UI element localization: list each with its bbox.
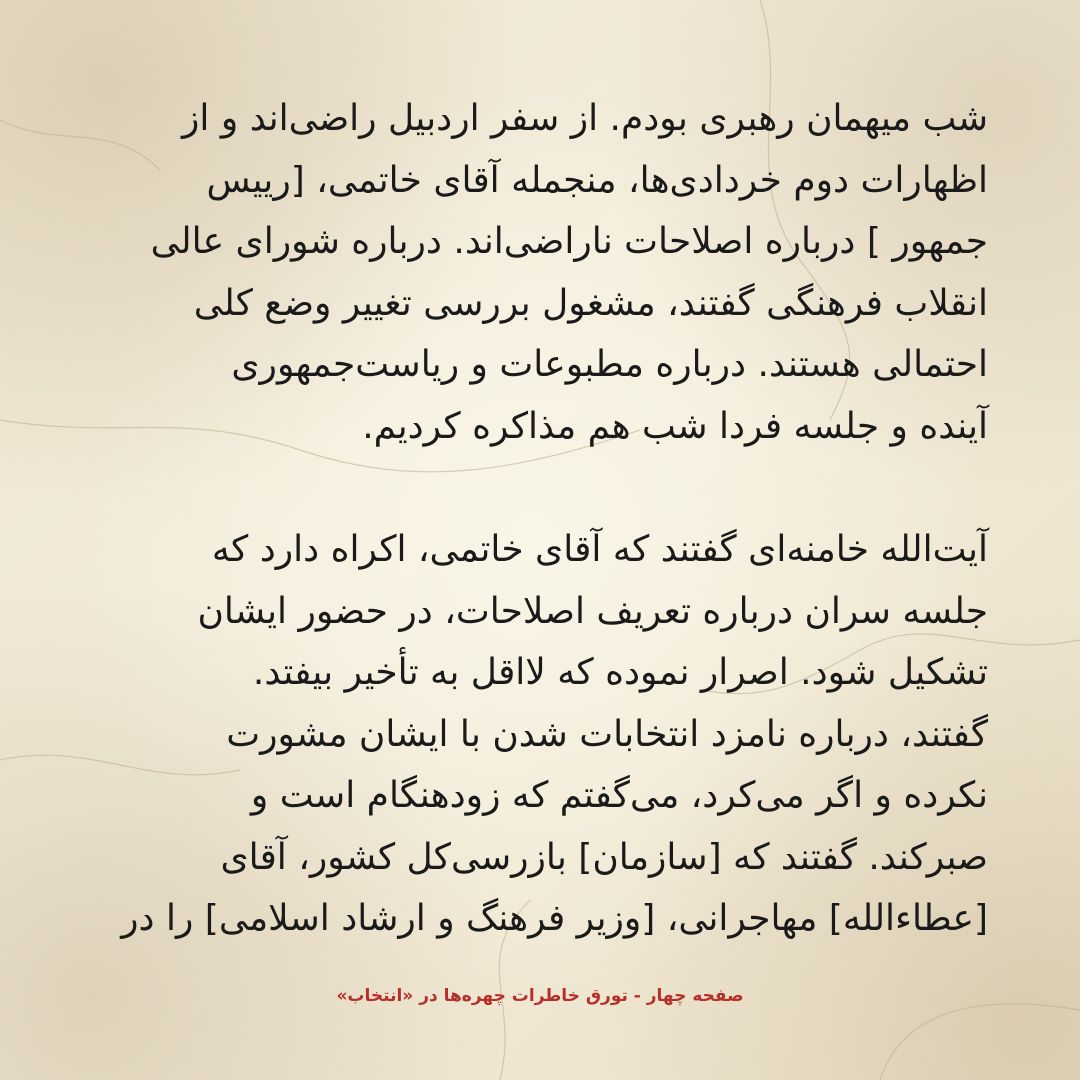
body-paragraph-2: آیت‌الله خامنه‌ای گفتند که آقای خاتمی، اکراه دارد که جلسه سران درباره تعریف اصلاحات، در حضور ایشان تشکیل شود. اصرار نموده که لااقل به تأخیر بیفتد. گفتند، درباره نامزد انتخابات شدن با ایشان مشورت نکرده و اگر می‌کرد، می‌گفتم که زودهنگام است و صبرکند. گفتند که [سازمان] بازرسی‌کل کشور، آقای [عطاءالله] مهاجرانی، [وزیر فرهنگ و ارشاد اسلامی] را در [121,529,988,939]
memoir-page [92,88,988,950]
page-footer-caption: صفحه چهار - تورق خاطرات چهره‌ها در «انتخاب» [336,986,744,1006]
body-paragraph-1: شب میهمان رهبری بودم. از سفر اردبیل راضی‌اند و از اظهارات دوم خردادی‌ها، منجمله آقای خاتمی، [رییس جمهور ] درباره اصلاحات ناراضی‌اند. درباره شورای عالی انقلاب فرهنگی گفتند، مشغول بررسی تغییر وضع کلی احتمالی هستند. درباره مطبوعات و ریاست‌جمهوری آینده و جلسه فردا شب هم مذاکره کردیم. [150,98,988,447]
